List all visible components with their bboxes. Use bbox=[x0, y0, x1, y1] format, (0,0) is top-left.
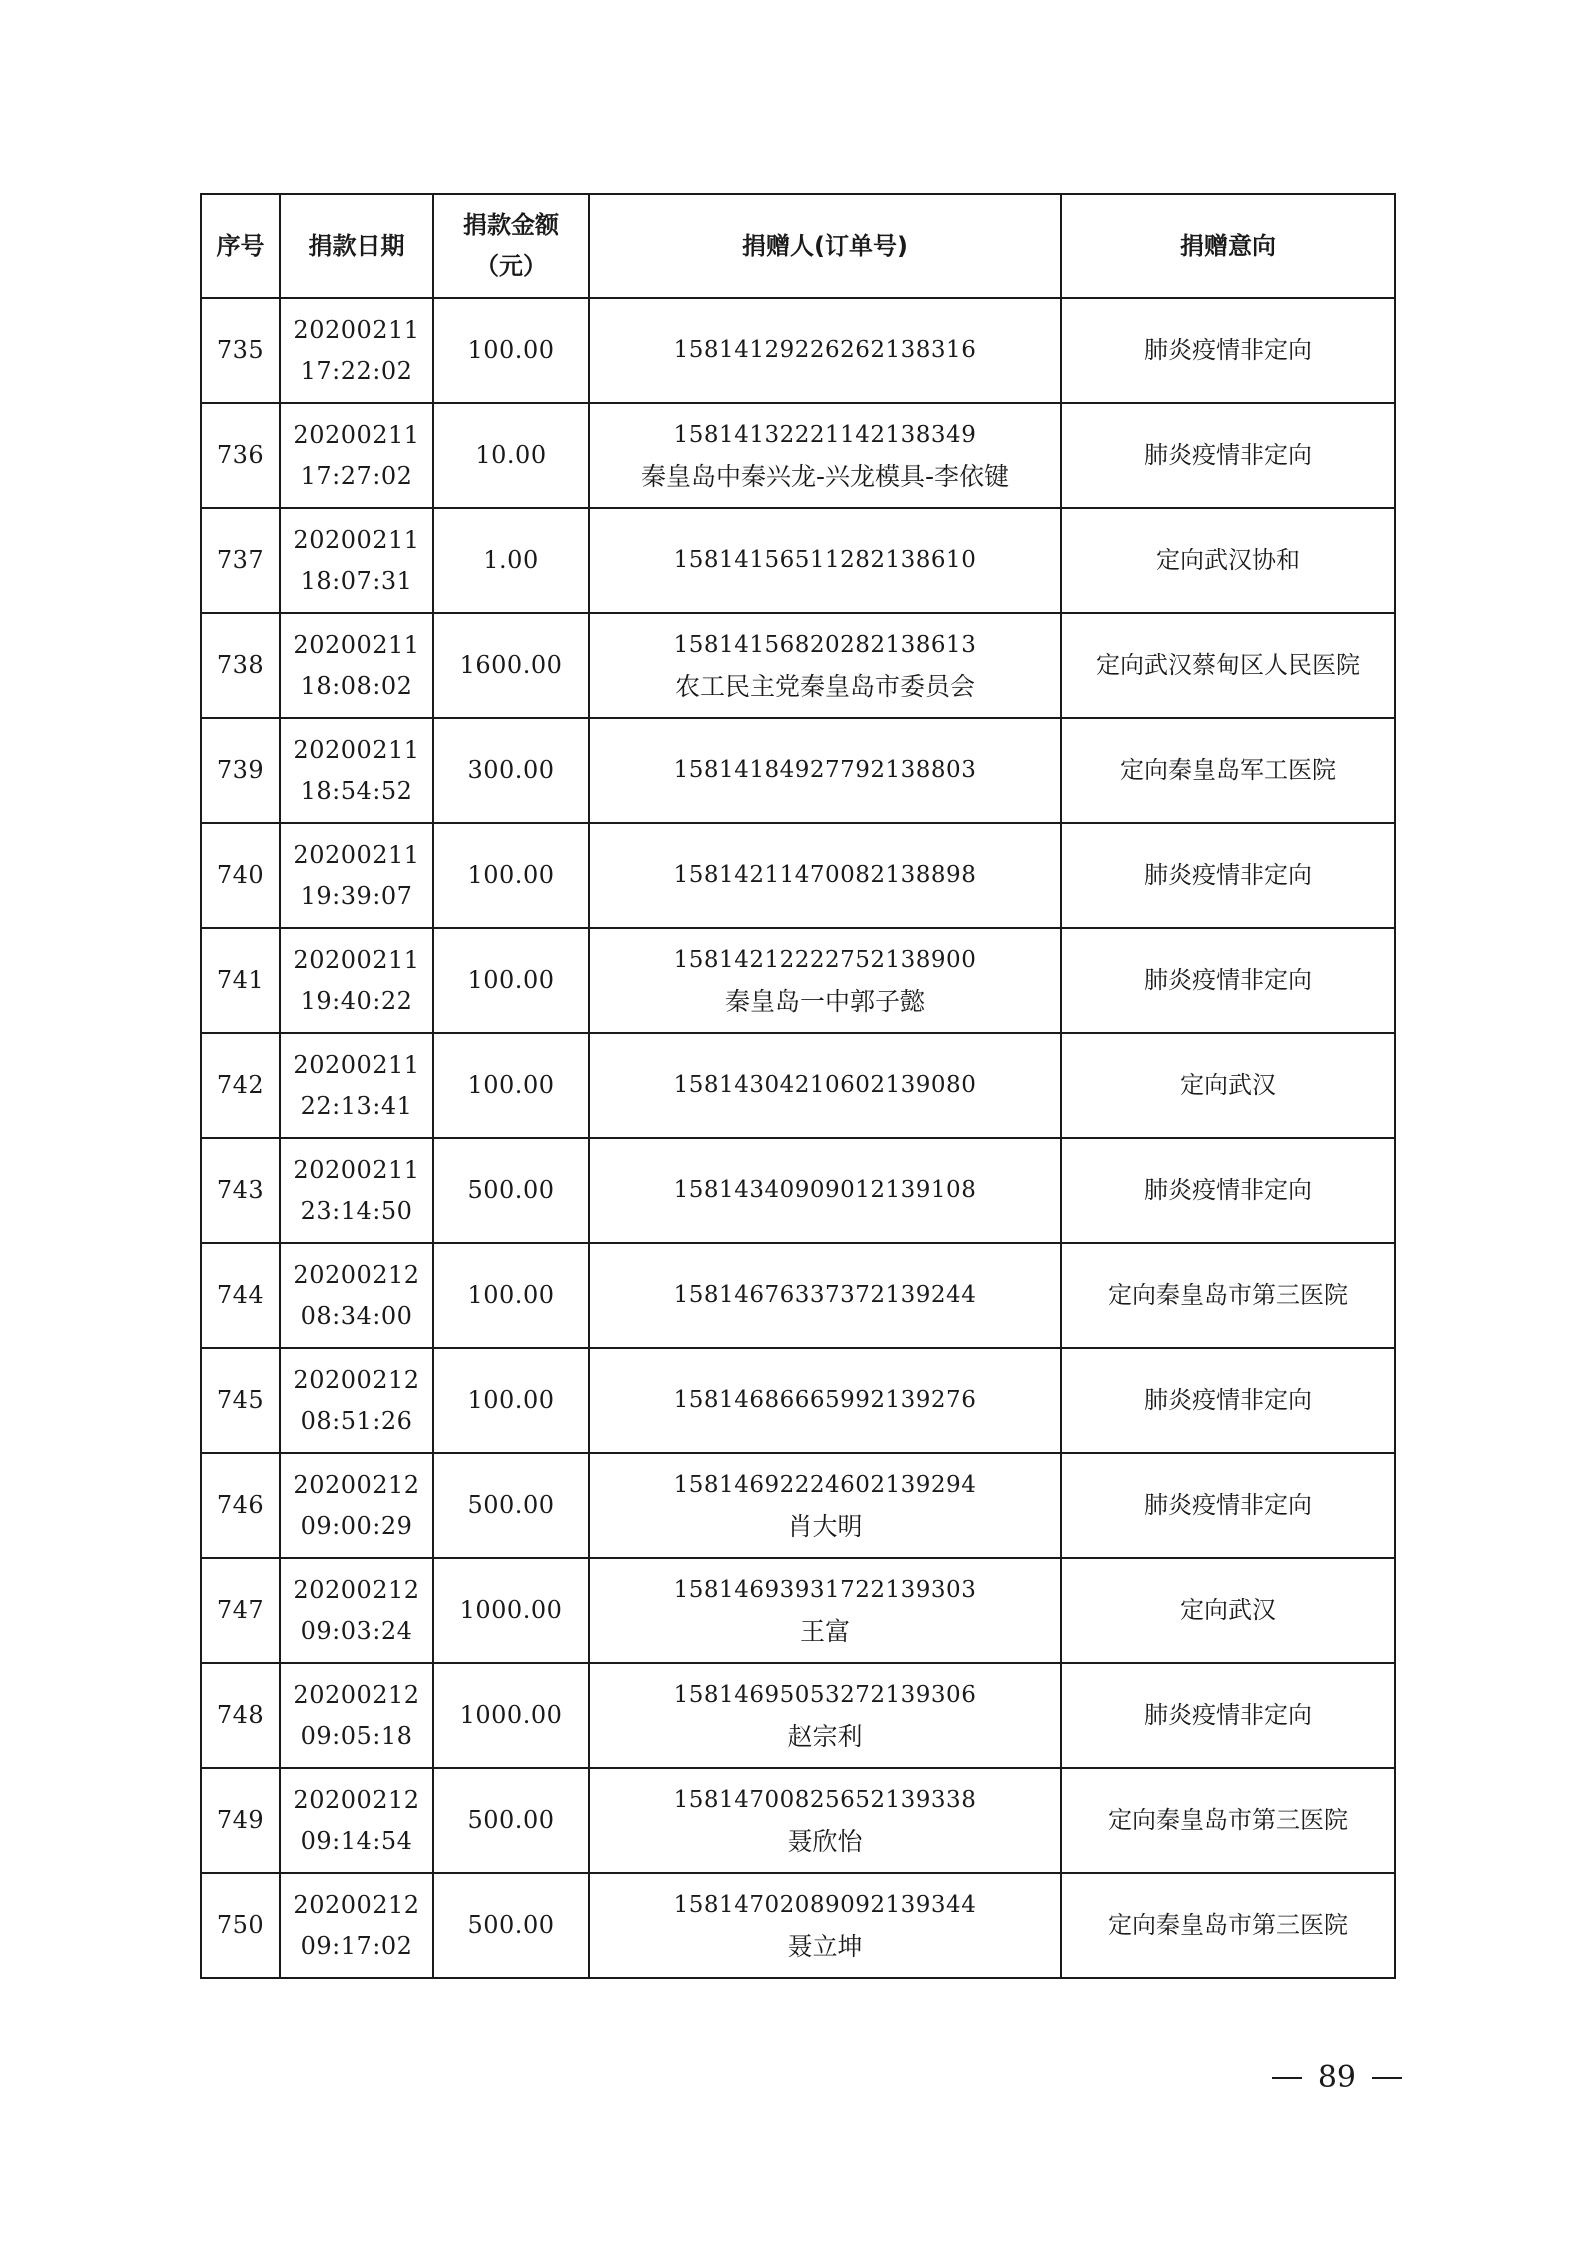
cell-date bbox=[280, 1768, 433, 1873]
cell-date bbox=[280, 1663, 433, 1768]
cell-index: 745 bbox=[201, 1348, 280, 1453]
header-amount-line1: 捐款金额 bbox=[463, 211, 559, 239]
cell-index: 750 bbox=[201, 1873, 280, 1978]
table-row bbox=[201, 1138, 1395, 1243]
cell-order-number: 15814702089092139344 bbox=[673, 1891, 977, 1918]
cell-amount: 500.00 bbox=[433, 1768, 589, 1873]
cell-amount: 100.00 bbox=[433, 823, 589, 928]
cell-order-number: 15814212222752138900 bbox=[673, 946, 977, 973]
cell-index: 748 bbox=[201, 1663, 280, 1768]
table-header-row bbox=[201, 194, 1395, 298]
cell-donor-name: 农工民主党秦皇岛市委员会 bbox=[674, 671, 975, 701]
cell-amount: 500.00 bbox=[433, 1873, 589, 1978]
cell-donor bbox=[589, 1768, 1061, 1873]
cell-index: 736 bbox=[201, 403, 280, 508]
cell-donor-name: 聂立坤 bbox=[787, 1931, 863, 1961]
cell-index: 740 bbox=[201, 823, 280, 928]
cell-index: 735 bbox=[201, 298, 280, 403]
cell-date bbox=[280, 613, 433, 718]
cell-amount: 100.00 bbox=[433, 928, 589, 1033]
cell-purpose: 肺炎疫情非定向 bbox=[1061, 403, 1395, 508]
cell-donor bbox=[589, 928, 1061, 1033]
cell-purpose: 肺炎疫情非定向 bbox=[1061, 928, 1395, 1033]
cell-donor bbox=[589, 1873, 1061, 1978]
table-row bbox=[201, 1558, 1395, 1663]
cell-donor bbox=[589, 403, 1061, 508]
cell-donor bbox=[589, 508, 1061, 613]
cell-amount: 1.00 bbox=[433, 508, 589, 613]
cell-index: 743 bbox=[201, 1138, 280, 1243]
cell-donor bbox=[589, 1453, 1061, 1558]
table-row bbox=[201, 403, 1395, 508]
table-row bbox=[201, 298, 1395, 403]
cell-donor bbox=[589, 1243, 1061, 1348]
cell-date-day: 20200211 bbox=[293, 525, 420, 554]
cell-order-number: 15814156511282138610 bbox=[673, 547, 977, 573]
cell-purpose: 肺炎疫情非定向 bbox=[1061, 1138, 1395, 1243]
table-row bbox=[201, 1348, 1395, 1453]
cell-order-number: 15814156820282138613 bbox=[673, 631, 977, 658]
cell-date-time: 18:07:31 bbox=[300, 566, 413, 595]
cell-date bbox=[280, 1138, 433, 1243]
cell-amount: 1600.00 bbox=[433, 613, 589, 718]
cell-amount: 100.00 bbox=[433, 298, 589, 403]
cell-purpose: 肺炎疫情非定向 bbox=[1061, 823, 1395, 928]
cell-date bbox=[280, 508, 433, 613]
cell-date-time: 17:22:02 bbox=[300, 356, 413, 385]
cell-order-number: 15814184927792138803 bbox=[673, 757, 977, 783]
cell-date-time: 19:39:07 bbox=[300, 881, 413, 910]
page-number: 89 bbox=[1317, 2060, 1356, 2095]
cell-index: 747 bbox=[201, 1558, 280, 1663]
cell-date-day: 20200211 bbox=[293, 840, 420, 869]
cell-date bbox=[280, 928, 433, 1033]
cell-date-day: 20200211 bbox=[293, 420, 420, 449]
cell-date-day: 20200211 bbox=[293, 630, 420, 659]
cell-index: 739 bbox=[201, 718, 280, 823]
cell-order-number: 15814692224602139294 bbox=[673, 1471, 977, 1498]
cell-index: 741 bbox=[201, 928, 280, 1033]
cell-order-number: 15814695053272139306 bbox=[673, 1681, 977, 1708]
cell-date-day: 20200212 bbox=[293, 1470, 420, 1499]
cell-donor bbox=[589, 1033, 1061, 1138]
cell-date-day: 20200212 bbox=[293, 1365, 420, 1394]
header-amount-line2: （元） bbox=[475, 252, 547, 280]
cell-date-day: 20200211 bbox=[293, 945, 420, 974]
cell-order-number: 15814304210602139080 bbox=[673, 1072, 977, 1098]
cell-amount: 1000.00 bbox=[433, 1663, 589, 1768]
cell-date-time: 22:13:41 bbox=[300, 1091, 413, 1120]
cell-date-time: 09:14:54 bbox=[300, 1826, 413, 1855]
cell-date-time: 09:17:02 bbox=[300, 1931, 413, 1960]
cell-date-time: 09:00:29 bbox=[300, 1511, 413, 1540]
table-row bbox=[201, 1033, 1395, 1138]
cell-purpose: 肺炎疫情非定向 bbox=[1061, 1348, 1395, 1453]
table-row bbox=[201, 823, 1395, 928]
table-row bbox=[201, 1453, 1395, 1558]
cell-date bbox=[280, 823, 433, 928]
cell-index: 737 bbox=[201, 508, 280, 613]
cell-date-day: 20200212 bbox=[293, 1680, 420, 1709]
cell-donor-name: 秦皇岛一中郭子懿 bbox=[724, 986, 925, 1016]
cell-date-time: 18:08:02 bbox=[300, 671, 413, 700]
cell-date bbox=[280, 403, 433, 508]
cell-purpose: 定向武汉蔡甸区人民医院 bbox=[1061, 613, 1395, 718]
cell-purpose: 肺炎疫情非定向 bbox=[1061, 1663, 1395, 1768]
cell-purpose: 定向秦皇岛市第三医院 bbox=[1061, 1243, 1395, 1348]
cell-date-time: 19:40:22 bbox=[300, 986, 413, 1015]
dash-right bbox=[1372, 2077, 1402, 2079]
header-purpose: 捐赠意向 bbox=[1061, 194, 1395, 298]
cell-date bbox=[280, 1873, 433, 1978]
table-row bbox=[201, 1663, 1395, 1768]
cell-date bbox=[280, 298, 433, 403]
cell-order-number: 15814700825652139338 bbox=[673, 1786, 977, 1813]
cell-date bbox=[280, 1243, 433, 1348]
cell-order-number: 15814340909012139108 bbox=[673, 1177, 977, 1203]
cell-purpose: 定向武汉 bbox=[1061, 1558, 1395, 1663]
cell-index: 738 bbox=[201, 613, 280, 718]
cell-order-number: 15814686665992139276 bbox=[673, 1387, 977, 1413]
cell-purpose: 定向秦皇岛军工医院 bbox=[1061, 718, 1395, 823]
cell-donor bbox=[589, 1138, 1061, 1243]
cell-date bbox=[280, 1348, 433, 1453]
cell-date-time: 23:14:50 bbox=[300, 1196, 413, 1225]
table-row bbox=[201, 508, 1395, 613]
cell-order-number: 15814693931722139303 bbox=[673, 1576, 977, 1603]
cell-index: 746 bbox=[201, 1453, 280, 1558]
cell-date-day: 20200212 bbox=[293, 1575, 420, 1604]
cell-date-day: 20200212 bbox=[293, 1260, 420, 1289]
table-row bbox=[201, 718, 1395, 823]
cell-date bbox=[280, 1453, 433, 1558]
cell-date-day: 20200211 bbox=[293, 315, 420, 344]
table-row bbox=[201, 1243, 1395, 1348]
cell-date-day: 20200211 bbox=[293, 1050, 420, 1079]
cell-amount: 500.00 bbox=[433, 1138, 589, 1243]
cell-amount: 100.00 bbox=[433, 1033, 589, 1138]
cell-date bbox=[280, 1033, 433, 1138]
header-date: 捐款日期 bbox=[280, 194, 433, 298]
table-row bbox=[201, 1768, 1395, 1873]
cell-amount: 10.00 bbox=[433, 403, 589, 508]
cell-donor-name: 王富 bbox=[799, 1616, 850, 1646]
cell-index: 749 bbox=[201, 1768, 280, 1873]
cell-amount: 300.00 bbox=[433, 718, 589, 823]
cell-purpose: 肺炎疫情非定向 bbox=[1061, 1453, 1395, 1558]
cell-donor bbox=[589, 823, 1061, 928]
cell-date-day: 20200211 bbox=[293, 735, 420, 764]
cell-date bbox=[280, 718, 433, 823]
cell-index: 742 bbox=[201, 1033, 280, 1138]
table-row bbox=[201, 613, 1395, 718]
page-footer bbox=[1272, 2060, 1402, 2095]
cell-donor bbox=[589, 718, 1061, 823]
cell-donor bbox=[589, 1558, 1061, 1663]
cell-date-time: 18:54:52 bbox=[300, 776, 413, 805]
table-row bbox=[201, 928, 1395, 1033]
cell-date-day: 20200212 bbox=[293, 1785, 420, 1814]
cell-order-number: 15814211470082138898 bbox=[673, 862, 977, 888]
cell-donor bbox=[589, 298, 1061, 403]
cell-date-time: 08:51:26 bbox=[300, 1406, 413, 1435]
cell-donor bbox=[589, 613, 1061, 718]
cell-date-time: 09:05:18 bbox=[300, 1721, 413, 1750]
cell-order-number: 15814129226262138316 bbox=[673, 337, 977, 363]
cell-date bbox=[280, 1558, 433, 1663]
cell-purpose: 定向秦皇岛市第三医院 bbox=[1061, 1768, 1395, 1873]
cell-date-day: 20200212 bbox=[293, 1890, 420, 1919]
cell-order-number: 15814132221142138349 bbox=[673, 421, 977, 448]
cell-donor-name: 肖大明 bbox=[787, 1511, 863, 1541]
cell-date-time: 08:34:00 bbox=[300, 1301, 413, 1330]
cell-amount: 1000.00 bbox=[433, 1558, 589, 1663]
donation-table bbox=[200, 193, 1396, 1979]
cell-donor bbox=[589, 1348, 1061, 1453]
cell-index: 744 bbox=[201, 1243, 280, 1348]
table-row bbox=[201, 1873, 1395, 1978]
cell-date-time: 09:03:24 bbox=[300, 1616, 413, 1645]
cell-amount: 500.00 bbox=[433, 1453, 589, 1558]
table-body bbox=[201, 298, 1395, 1978]
header-amount bbox=[433, 194, 589, 298]
cell-date-day: 20200211 bbox=[293, 1155, 420, 1184]
cell-amount: 100.00 bbox=[433, 1243, 589, 1348]
cell-amount: 100.00 bbox=[433, 1348, 589, 1453]
cell-purpose: 定向武汉 bbox=[1061, 1033, 1395, 1138]
cell-donor-name: 秦皇岛中秦兴龙-兴龙模具-李依键 bbox=[640, 461, 1010, 491]
cell-purpose: 肺炎疫情非定向 bbox=[1061, 298, 1395, 403]
dash-left bbox=[1272, 2077, 1302, 2079]
header-index: 序号 bbox=[201, 194, 280, 298]
cell-donor-name: 赵宗利 bbox=[787, 1721, 863, 1751]
cell-date-time: 17:27:02 bbox=[300, 461, 413, 490]
cell-purpose: 定向秦皇岛市第三医院 bbox=[1061, 1873, 1395, 1978]
cell-donor-name: 聂欣怡 bbox=[787, 1826, 863, 1856]
cell-donor bbox=[589, 1663, 1061, 1768]
cell-order-number: 15814676337372139244 bbox=[673, 1282, 977, 1308]
cell-purpose: 定向武汉协和 bbox=[1061, 508, 1395, 613]
header-donor: 捐赠人(订单号) bbox=[589, 194, 1061, 298]
